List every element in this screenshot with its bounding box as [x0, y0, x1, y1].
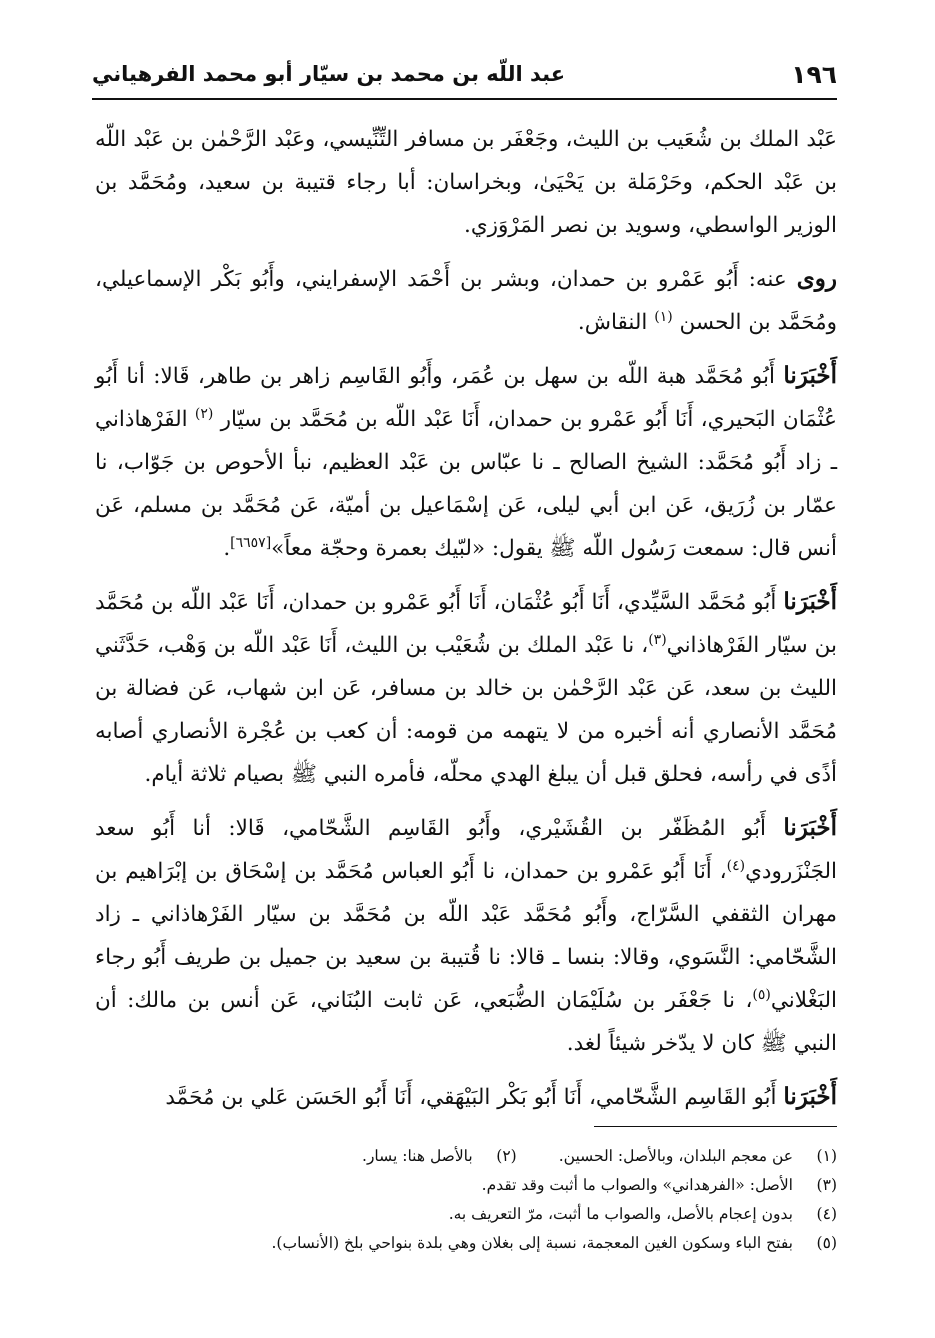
paragraph-3-lead: أَخْبَرَنا — [783, 362, 837, 389]
footnote-ref-5[interactable]: (٥) — [752, 986, 771, 1003]
hadith-number: [٦٦٥٧] — [230, 534, 272, 551]
running-title: عبد اللّه بن محمد بن سيّار أبو محمد الفرهياني — [92, 62, 566, 86]
footnotes — [95, 1142, 837, 1258]
footnote-3-number: (٣) — [816, 1176, 837, 1194]
footnote-line-1 — [95, 1142, 837, 1171]
paragraph-3-text-a: أَبُو مُحَمَّد هبة اللّه بن سهل بن عُمَر، وأَبُو القَاسِم زاهر بن طاهر، قَالا: أنا أَبُو عُثْمَان البَحيري، أَنَا أَبُو عَمْرو بن حمدان، أَنَا عَبْد اللّه بن مُحَمَّد بن سيّار — [95, 364, 838, 432]
header-divider — [92, 98, 837, 100]
paragraph-4-lead: أَخْبَرَنا — [783, 588, 837, 615]
paragraph-4 — [95, 580, 837, 796]
paragraph-6-text: أَبُو القَاسِم الشَّحّامي، أَنَا أَبُو بَكْر البَيْهَقي، أَنَا أَبُو الحَسَن عَلي بن مُحَمَّد — [165, 1085, 784, 1110]
paragraph-2-text-b: النقاش. — [577, 310, 655, 335]
paragraph-6 — [95, 1075, 837, 1119]
paragraph-6-lead: أَخْبَرَنا — [783, 1083, 837, 1110]
footnote-1-number: (١) — [816, 1147, 837, 1165]
footnote-2-text: بالأصل هنا: يسار. — [362, 1147, 473, 1165]
footnote-ref-2[interactable]: (٢) — [194, 405, 214, 422]
page-number: ١٩٦ — [791, 60, 837, 89]
paragraph-2-text-a: عنه: أَبُو عَمْرو بن حمدان، وبشر بن أَحْمَد الإسفرايني، وأَبُو بَكْر الإسماعيلي، ومُحَمَّد بن الحسن — [95, 267, 837, 335]
footnote-ref-1[interactable]: (١) — [654, 308, 673, 325]
footnote-5-text: بفتح الباء وسكون الغين المعجمة، نسبة إلى بغلان وهي بلدة بنواحي بلخ (الأنساب). — [271, 1234, 793, 1252]
paragraph-4-text-a: أَبُو مُحَمَّد السَّيِّدي، أَنَا أَبُو عُثْمَان، أَنَا أَبُو عَمْرو بن حمدان، أَنَا عَبْد اللّه بن مُحَمَّد بن سيّار الفَرْهاذاني — [95, 590, 837, 658]
paragraph-5-text-a: أَبُو المُظَفّر بن القُشَيْري، وأَبُو القَاسِم الشَّحّامي، قَالا: أنا أَبُو سعد الجَنْزَرودي — [95, 816, 837, 884]
paragraph-1 — [95, 118, 837, 247]
footnote-line-3 — [95, 1200, 837, 1229]
footnote-line-4 — [95, 1229, 837, 1258]
paragraph-3-text-b: الفَرْهاذاني ـ زاد أَبُو مُحَمَّد: الشيخ الصالح ـ نا عبّاس بن عَبْد العظيم، نبأ الأحوص بن جَوّاب، نا عمّار بن زُرَيق، عَن ابن أبي ليلى، عَن إسْمَاعيل بن أميّة، عَن مُحَمَّد بن مسلم، عَن أنس قال: سمعت رَسُول اللّه ﷺ يقول: «لبّيك بعمرة وحجّة معاً» — [95, 407, 837, 561]
footnote-5 — [272, 1229, 838, 1258]
paragraph-4-text-b: ، نا عَبْد الملك بن شُعَيْب بن الليث، أَنَا عَبْد اللّه بن وَهْب، حَدَّثَني الليث بن سعد، عَن عَبْد الرَّحْمٰن بن خالد بن مسافر، عَن ابن شهاب، عَن فضالة بن مُحَمَّد الأنصاري أنه أخبره من لا يتهمه من قومه: أن كعب بن عُجْرة الأنصاري أصابه أذًى في رأسه، فحلق قبل أن يبلغ الهدي محلّه، فأمره النبي ﷺ بصيام ثلاثة أيام. — [95, 633, 837, 787]
footnote-divider — [594, 1126, 837, 1127]
footnote-2-number: (٢) — [496, 1147, 517, 1165]
footnote-line-2 — [95, 1171, 837, 1200]
footnote-ref-3[interactable]: (٣) — [648, 631, 667, 648]
paragraph-2 — [95, 257, 837, 344]
paragraph-3-text-c: . — [223, 536, 231, 561]
footnote-5-number: (٥) — [816, 1234, 837, 1252]
paragraph-5-text-c: ، نا جَعْفَر بن سُلَيْمَان الضُّبَعي، عَن ثابت البُنَاني، عَن أنس بن مالك: أن النبي ﷺ كان لا يدّخر شيئاً لغد. — [95, 988, 837, 1056]
paragraph-5 — [95, 806, 837, 1065]
footnote-1 — [559, 1142, 837, 1171]
paragraph-2-lead: روى — [796, 265, 837, 292]
paragraph-5-lead: أَخْبَرَنا — [783, 814, 837, 841]
footnote-ref-4[interactable]: (٤) — [726, 857, 746, 874]
footnote-2 — [362, 1142, 517, 1171]
footnote-4-text: بدون إعجام بالأصل، والصواب ما أثبت، مرّ التعريف به. — [448, 1205, 793, 1223]
paragraph-3 — [95, 354, 837, 570]
main-text — [95, 118, 837, 1129]
footnote-1-text: عن معجم البلدان، وبالأصل: الحسين. — [558, 1147, 793, 1165]
page-header — [92, 58, 837, 100]
footnote-4-number: (٤) — [816, 1205, 837, 1223]
footnote-3 — [482, 1171, 837, 1200]
footnote-4 — [449, 1200, 837, 1229]
footnote-3-text: الأصل: «الفرهداني» والصواب ما أثبت وقد تقدم. — [481, 1176, 793, 1194]
paragraph-5-text-b: ، أَنَا أَبُو عَمْرو بن حمدان، نا أَبُو العباس مُحَمَّد بن إسْحَاق بن إبْرَاهيم بن مهران الثقفي السَّرّاج، وأَبُو مُحَمَّد عَبْد اللّه بن مُحَمَّد بن سيّار الفَرْهاذاني ـ زاد الشَّحّامي: النَّسَوي، وقالا: بنسا ـ قالا: نا قُتيبة بن سعيد بن جميل بن طريف أَبُو رجاء البَغْلاني — [95, 859, 837, 1013]
paragraph-1-text: عَبْد الملك بن شُعَيب بن الليث، وجَعْفَر بن مسافر التِّنِّيسي، وعَبْد الرَّحْمٰن بن عَبْد اللّه بن عَبْد الحكم، وحَرْمَلة بن يَحْيَىٰ، وبخراسان: أبا رجاء قتيبة بن سعيد، ومُحَمَّد بن الوزير الواسطي، وسويد بن نصر المَرْوَزي. — [95, 127, 837, 238]
